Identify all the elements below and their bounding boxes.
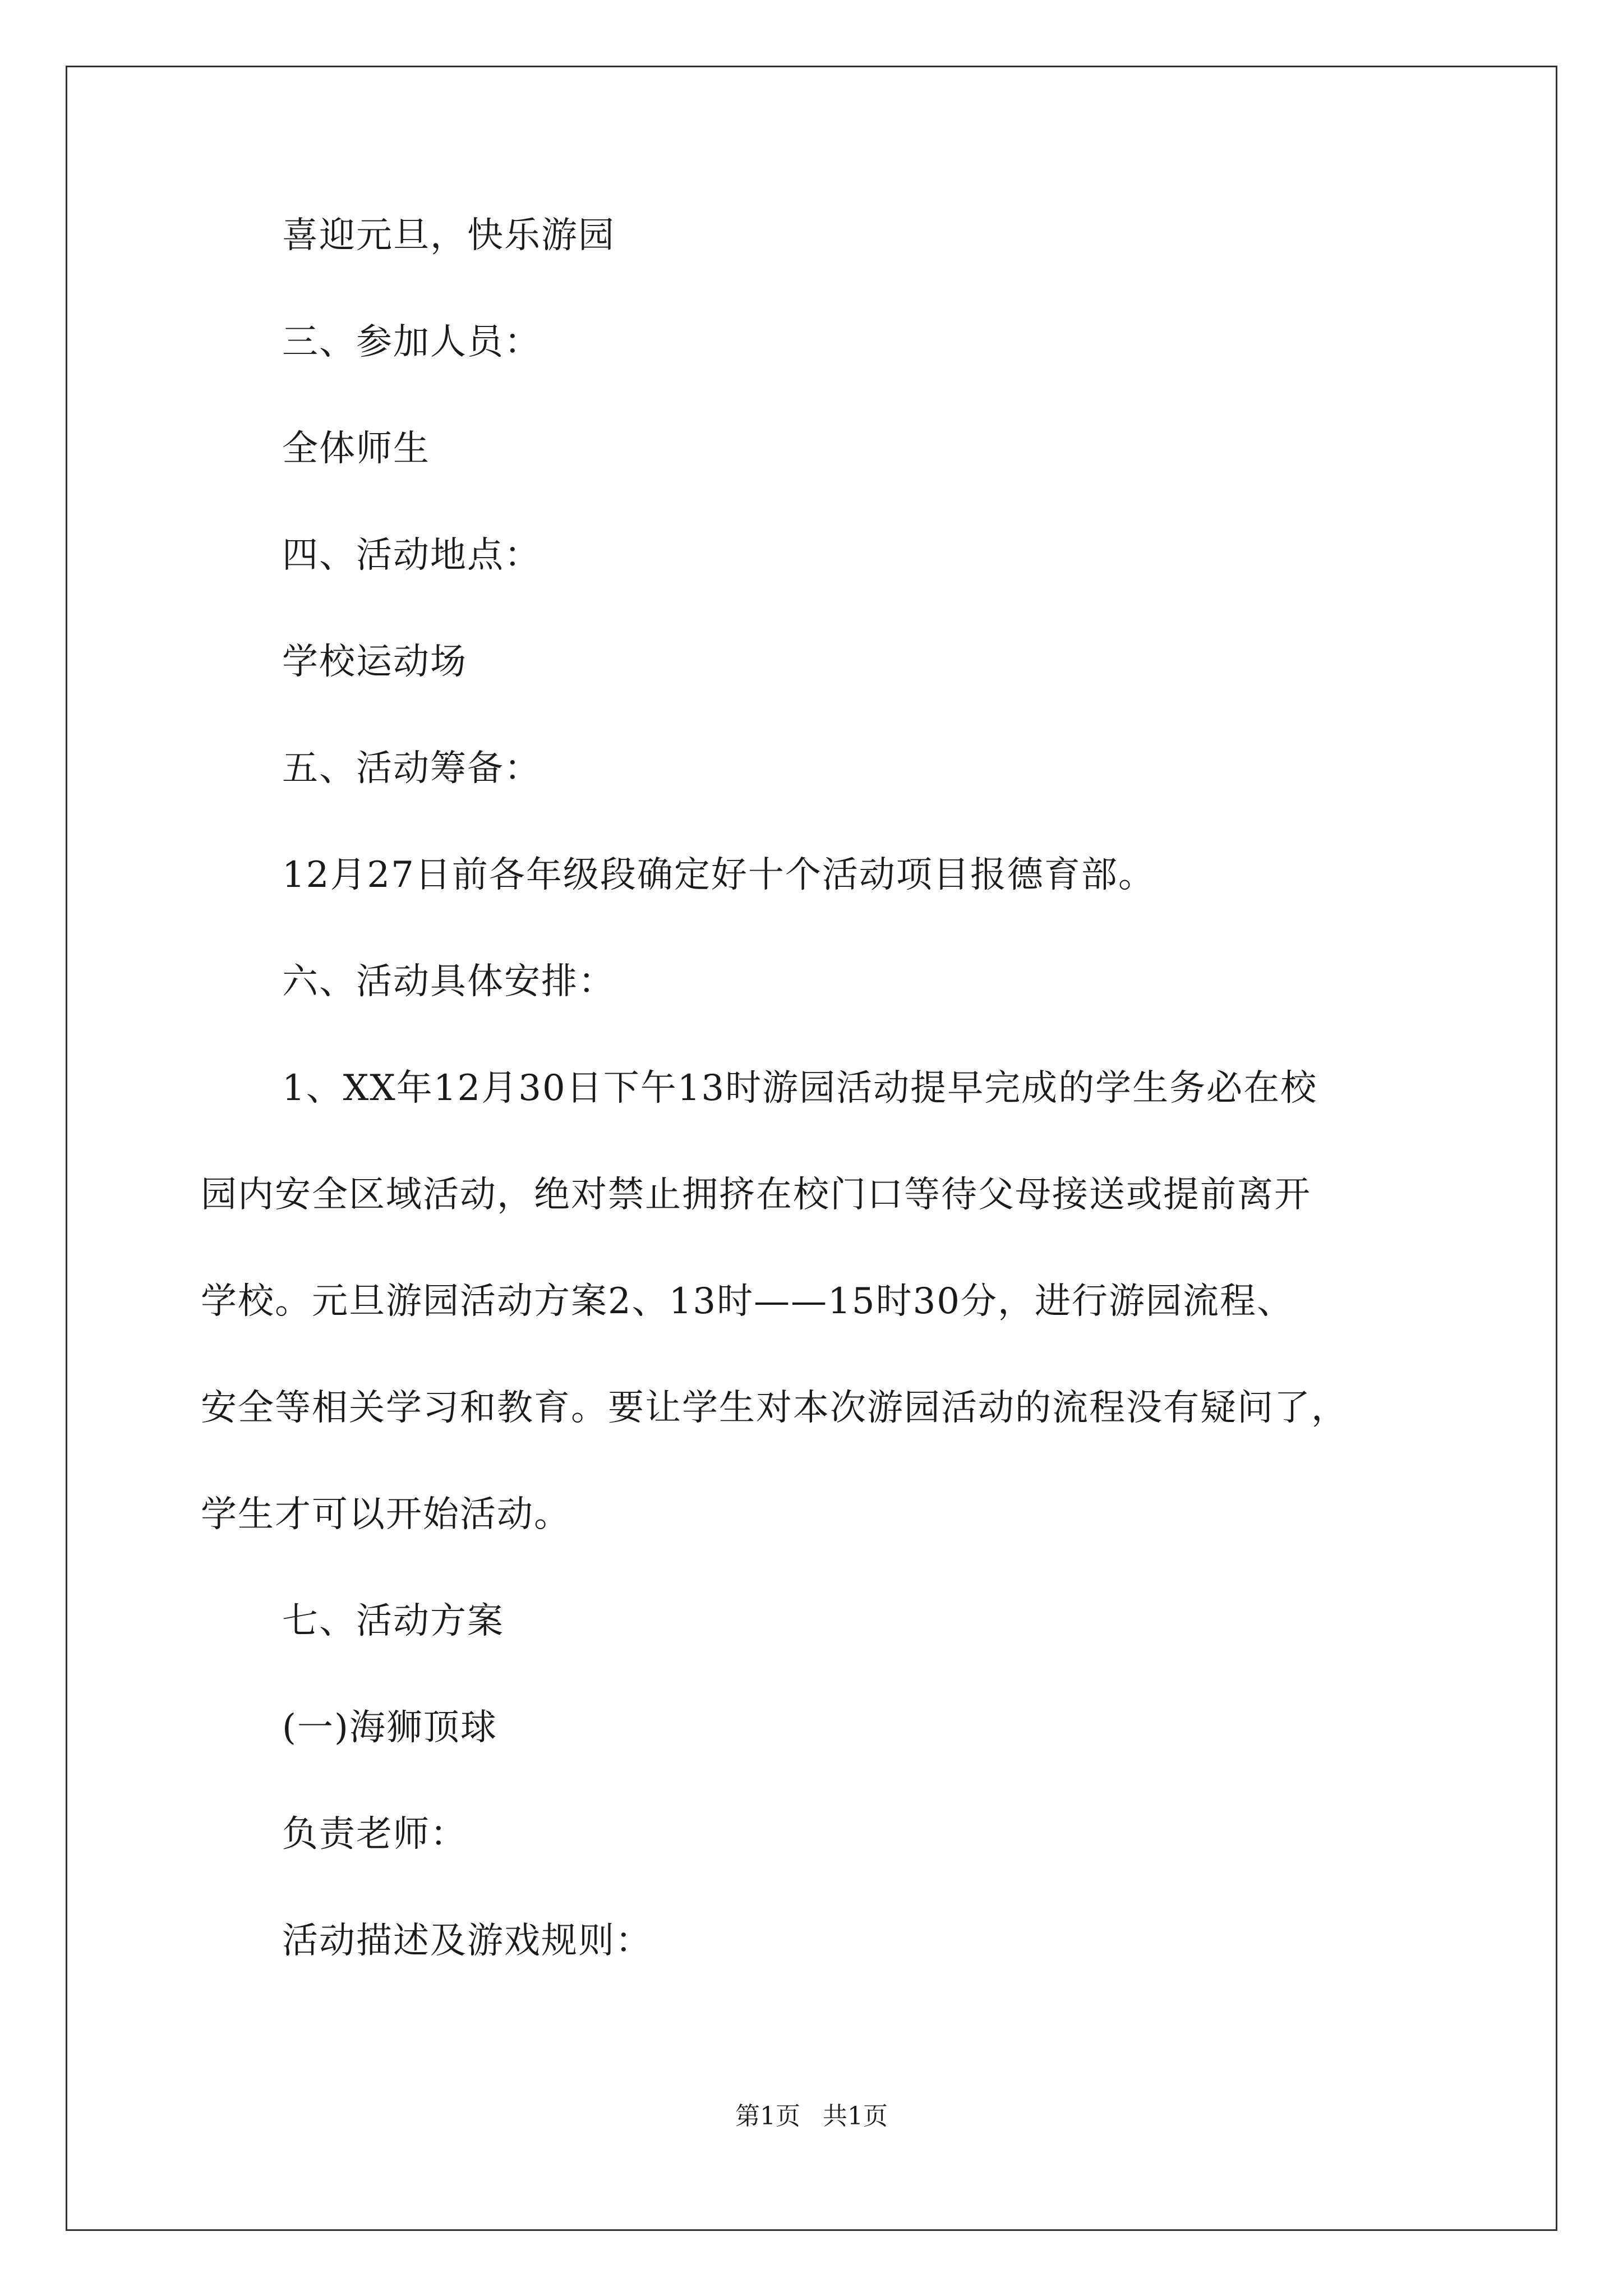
heading-participants: 三、参加人员：	[282, 321, 541, 363]
text-line-location: 学校运动场	[282, 641, 467, 683]
text-line-teacher: 负责老师：	[282, 1814, 467, 1855]
page-number: 第1页	[735, 2102, 800, 2131]
page-footer	[0, 2101, 1623, 2132]
text-line-schedule-1: 1、XX年12月30日下午13时游园活动提早完成的学生务必在校	[282, 1068, 1318, 1109]
heading-plan: 七、活动方案	[282, 1600, 504, 1642]
subheading-activity-1: (一)海狮顶球	[282, 1707, 497, 1749]
text-line-rules: 活动描述及游戏规则：	[282, 1920, 652, 1962]
heading-location: 四、活动地点：	[282, 535, 541, 576]
heading-preparation: 五、活动筹备：	[282, 748, 541, 789]
heading-schedule: 六、活动具体安排：	[282, 961, 615, 1002]
text-line-schedule-5: 学生才可以开始活动。	[201, 1494, 571, 1535]
page-total: 共1页	[823, 2102, 888, 2131]
page-border	[66, 66, 1557, 2231]
text-line-participants: 全体师生	[282, 428, 430, 470]
text-line-preparation: 12月27日前各年级段确定好十个活动项目报德育部。	[282, 854, 1155, 896]
text-line-schedule-4: 安全等相关学习和教育。要让学生对本次游园活动的流程没有疑问了，	[201, 1387, 1348, 1429]
text-line-schedule-2: 园内安全区域活动，绝对禁止拥挤在校门口等待父母接送或提前离开	[201, 1174, 1311, 1216]
text-line-slogan: 喜迎元旦，快乐游园	[282, 215, 615, 256]
text-line-schedule-3: 学校。元旦游园活动方案2、13时——15时30分，进行游园流程、	[201, 1281, 1294, 1322]
